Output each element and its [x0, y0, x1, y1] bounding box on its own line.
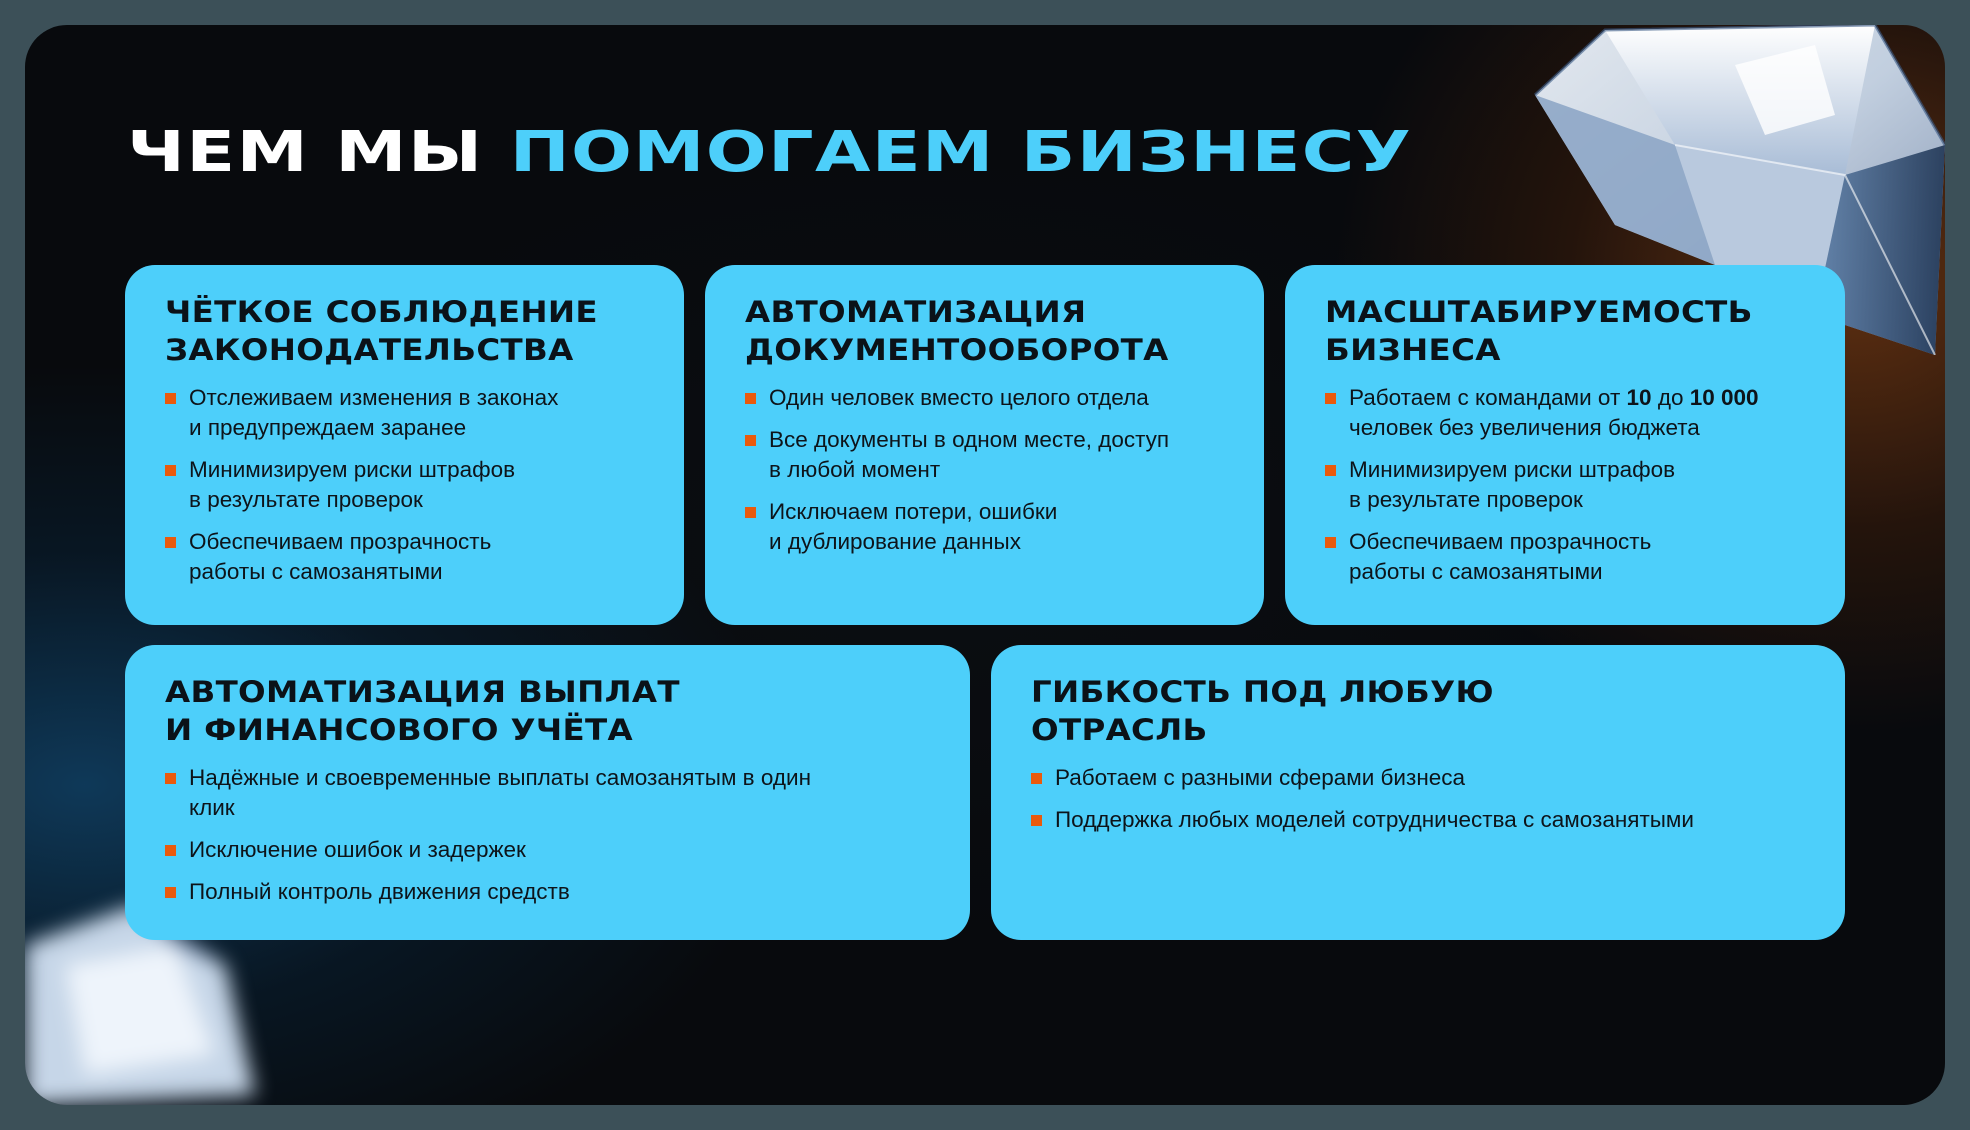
page-title-highlight: ПОМОГАЕМ БИЗНЕСУ [509, 120, 1413, 185]
bullet-square-icon [745, 507, 756, 518]
bullet-text: Надёжные и своевременные выплаты самозанятым в один клик [189, 765, 812, 820]
bullet-text: Все документы в одном месте, доступ в любой момент [769, 427, 1170, 482]
bullet-item [1325, 527, 1809, 587]
bullet-square-icon [165, 773, 176, 784]
bullet-text-mid: до [1657, 385, 1684, 410]
card-title: АВТОМАТИЗАЦИЯ ВЫПЛАТ И ФИНАНСОВОГО УЧЁТА [165, 675, 680, 747]
bullet-item [1031, 805, 1809, 835]
bullet-text: Полный контроль движения средств [189, 879, 570, 904]
bullet-text: Исключаем потери, ошибки и дублирование данных [769, 499, 1058, 554]
bullet-item [165, 763, 934, 823]
bullet-item [745, 425, 1228, 485]
bullet-list [1325, 383, 1809, 587]
page-title [127, 120, 1413, 185]
card-business-scalability [1285, 265, 1845, 625]
bullet-square-icon [165, 393, 176, 404]
bullet-list [1031, 763, 1809, 835]
bullet-text: Обеспечиваем прозрачность работы с самозанятыми [1349, 529, 1652, 584]
card-title: ГИБКОСТЬ ПОД ЛЮБУЮ ОТРАСЛЬ [1031, 675, 1494, 747]
bullet-list [165, 383, 648, 587]
slide-background [25, 25, 1945, 1105]
bullet-text: Работаем с разными сферами бизнеса [1055, 765, 1466, 790]
bullet-item [1031, 763, 1809, 793]
bullet-text: Обеспечиваем прозрачность работы с самозанятыми [189, 529, 492, 584]
bullet-item [165, 383, 648, 443]
card-legal-compliance [125, 265, 684, 625]
bullet-text: Поддержка любых моделей сотрудничества с самозанятыми [1055, 807, 1694, 832]
bullet-item [1325, 455, 1809, 515]
bullet-square-icon [165, 845, 176, 856]
bullet-text: Исключение ошибок и задержек [189, 837, 526, 862]
bullet-square-icon [1325, 393, 1336, 404]
bullet-text: Отслеживаем изменения в законах и предупреждаем заранее [189, 385, 559, 440]
card-payment-automation [125, 645, 970, 940]
bullet-square-icon [745, 435, 756, 446]
bullet-text-prefix: Работаем с командами от [1349, 385, 1621, 410]
bullet-item [165, 455, 648, 515]
bullet-item [745, 497, 1228, 557]
bullet-square-icon [1325, 537, 1336, 548]
bullet-text: Один человек вместо целого отдела [769, 385, 1149, 410]
bullet-item [745, 383, 1228, 413]
bullet-text: Минимизируем риски штрафов в результате проверок [189, 457, 516, 512]
bullet-square-icon [165, 465, 176, 476]
bullet-item [165, 835, 934, 865]
bullet-text: Минимизируем риски штрафов в результате проверок [1349, 457, 1676, 512]
bullet-item [165, 527, 648, 587]
bullet-square-icon [165, 887, 176, 898]
card-industry-flexibility [991, 645, 1845, 940]
bullet-square-icon [165, 537, 176, 548]
card-title: ЧЁТКОЕ СОБЛЮДЕНИЕ ЗАКОНОДАТЕЛЬСТВА [165, 295, 598, 367]
team-size-min: 10 [1626, 385, 1652, 410]
team-size-max: 10 000 [1689, 385, 1759, 410]
bullet-square-icon [1325, 465, 1336, 476]
card-title: АВТОМАТИЗАЦИЯ ДОКУМЕНТООБОРОТА [745, 295, 1169, 367]
bullet-text-suffix: человек без увеличения бюджета [1349, 415, 1700, 440]
bullet-list [165, 763, 934, 907]
card-document-automation [705, 265, 1264, 625]
bullet-list [745, 383, 1228, 557]
bullet-item [1325, 383, 1809, 443]
bullet-square-icon [1031, 815, 1042, 826]
bullet-item [165, 877, 934, 907]
card-title: МАСШТАБИРУЕМОСТЬ БИЗНЕСА [1325, 295, 1753, 367]
bullet-square-icon [745, 393, 756, 404]
page-title-white: ЧЕМ МЫ [127, 120, 484, 185]
bullet-square-icon [1031, 773, 1042, 784]
